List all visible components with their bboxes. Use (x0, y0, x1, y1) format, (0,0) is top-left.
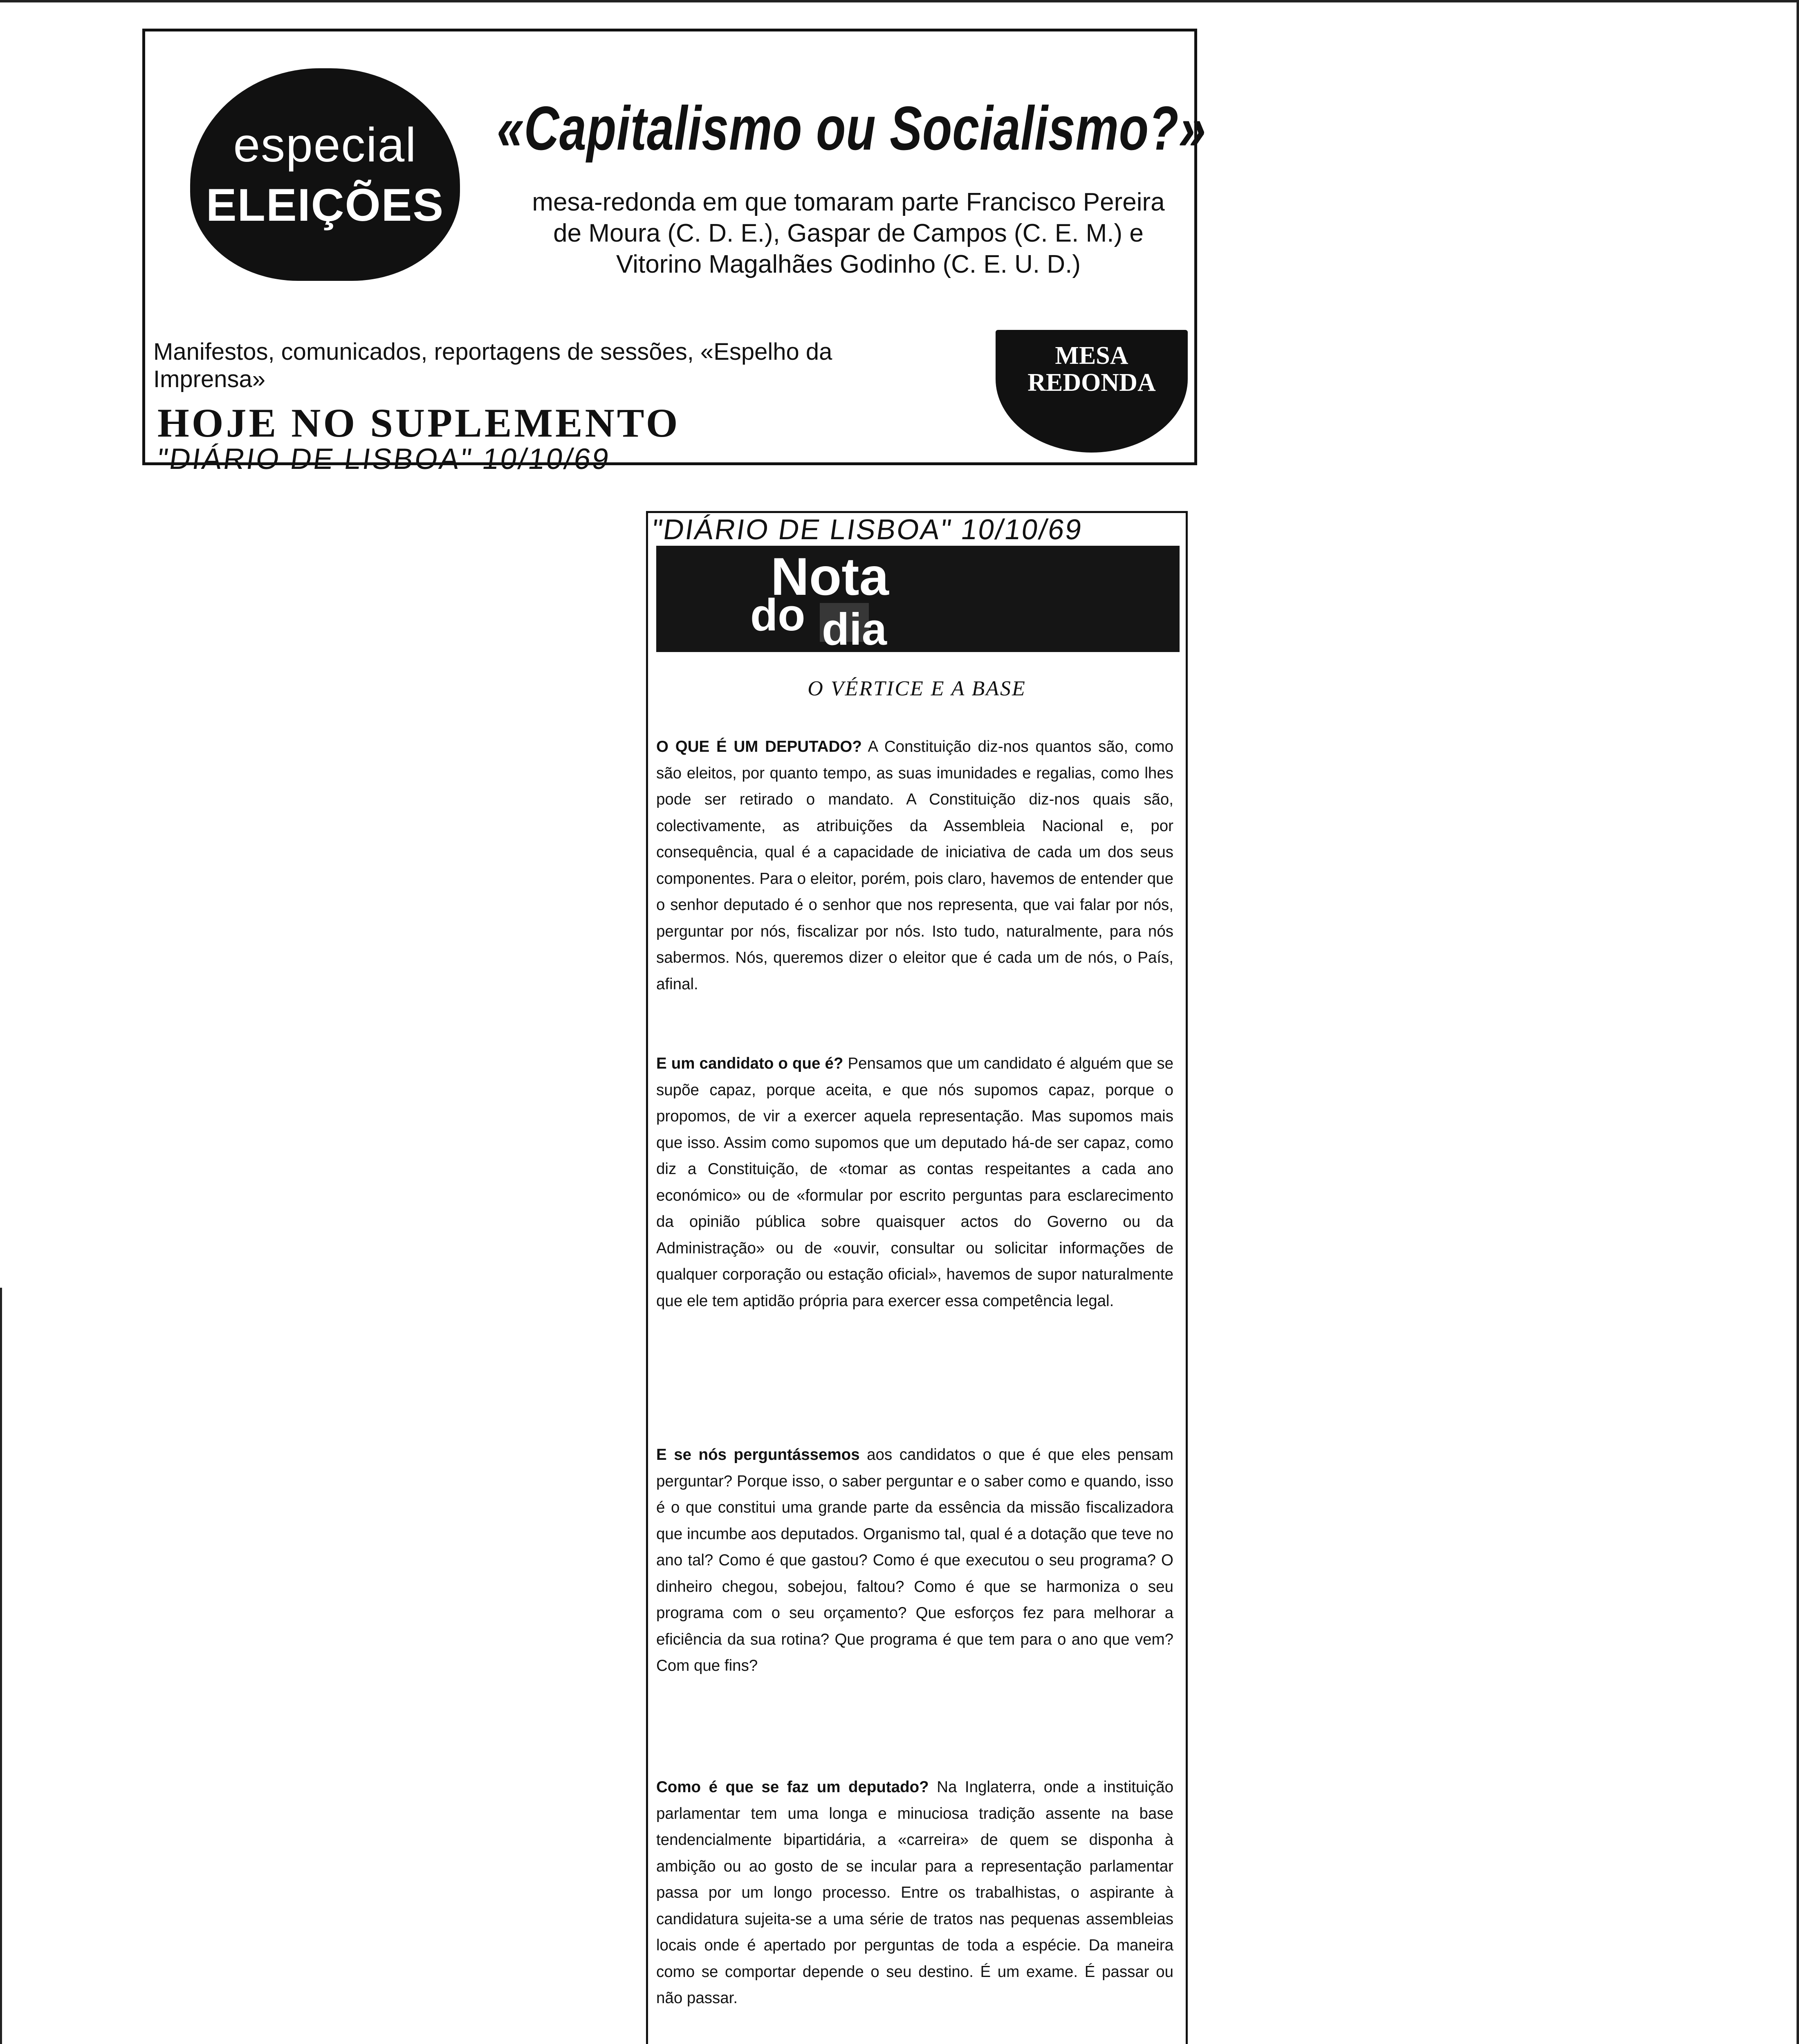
subline: mesa-redonda em que tomaram parte Francisco Pereira de Moura (C. D. E.), Gaspar de Campos (C. E. M.) e Vitorino Magalhães Godinho (C. E. U. D.) (532, 188, 1165, 278)
article-paragraph (656, 1774, 1173, 2012)
article-title: O VÉRTICE E A BASE (808, 677, 1026, 700)
article-paragraph (656, 1442, 1173, 1679)
paragraph-lead: O QUE É UM DEPUTADO? (656, 738, 862, 755)
handwritten-annotation: "DIÁRIO DE LISBOA" 10/10/69 (155, 443, 613, 475)
mesa-line: MESA (1055, 342, 1128, 370)
article-paragraph (656, 734, 1173, 997)
paragraph-lead: E se nós perguntássemos (656, 1446, 860, 1464)
scan-edge-left (0, 1288, 2, 2044)
scan-edge-top (0, 0, 1799, 2)
clipping-nota-do-dia (646, 511, 1188, 2044)
paragraph-lead: E um candidato o que é? (656, 1055, 843, 1072)
especial-eleicoes-badge (190, 68, 460, 281)
paragraph-body: A Constituição diz-nos quantos são, como são eleitos, por quanto tempo, as suas imunidades e regalias, como lhes pode ser retirado o mandato. A Constituição diz-nos quais são, colectivamente, as atribuições da Assembleia Nacional e, por consequência, qual é a capacidade de iniciativa de cada um dos seus componentes. Para o eleitor, porém, pois claro, havemos de entender que o senhor deputado é o senhor que nos representa, que vai falar por nós, perguntar por nós, fiscalizar por nós. Isto tudo, naturalmente, para nós sabermos. Nós, queremos dizer o eleitor que é cada um de nós, o País, afinal. (656, 738, 1173, 993)
redonda-line: REDONDA (1027, 369, 1156, 397)
mesa-redonda-text (996, 342, 1188, 396)
headline: «Capitalismo ou Socialismo?» (497, 94, 1206, 163)
handwritten-annotation: "DIÁRIO DE LISBOA" 10/10/69 (650, 513, 1085, 545)
article-paragraph (656, 1051, 1173, 1314)
scan-edge-right (1797, 0, 1799, 2044)
banner-word-nota: Nota (771, 547, 889, 606)
paragraph-lead: Como é que se faz um deputado? (656, 1778, 929, 1796)
clipping-top (142, 29, 1206, 475)
paragraph-body: Pensamos que um candidato é alguém que se supõe capaz, porque aceita, e que nós supomos capaz, porque o propomos, de vir a exercer aquela representação. Mas supomos mais que isso. Assim como supomos que um deputado há-de ser capaz, como diz a Constituição, de «tomar as contas respeitantes a cada ano económico» ou de «formular por escrito perguntas para esclarecimento da opinião pública sobre quaisquer actos do Governo ou da Administração» ou de «ouvir, consultar ou solicitar informações de qualquer corporação ou estação oficial», havemos de supor naturalmente que ele tem aptidão própria para exercer essa competência legal. (656, 1055, 1173, 1310)
paragraph-body: aos candidatos o que é que eles pensam perguntar? Porque isso, o saber perguntar e o saber como e quando, isso é o que constitui uma grande parte da essência da missão fiscalizadora que incumbe aos deputados. Organismo tal, qual é a dotação que teve no ano tal? Como é que gastou? Como é que executou o seu programa? O dinheiro chegou, sobejou, faltou? Como é que se harmoniza o seu programa com o seu orçamento? Que esforços fez para melhorar a eficiência da sua rotina? Que programa é que tem para o ano que vem? Com que fins? (656, 1446, 1173, 1674)
hoje-no-suplemento-title: HOJE NO SUPLEMENTO (157, 400, 680, 446)
badge-eleicoes-text: ELEIÇÕES (206, 179, 444, 231)
paragraph-body: Na Inglaterra, onde a instituição parlamentar tem uma longa e minuciosa tradição assente na base tendencialmente bipartidária, a «carreira» de quem se disponha à ambição ou ao gosto de se incular para a representação parlamentar passa por um longo processo. Entre os trabalhistas, o aspirante à candidatura sujeita-se a uma série de tratos nas pequenas assembleias locais onde é apertado por perguntas de toda a espécie. Da maneira como se comportar depende o seu destino. É um exame. É passar ou não passar. (656, 1778, 1173, 2007)
banner-word-dia: dia (822, 604, 887, 654)
nota-do-dia-banner (656, 546, 1180, 652)
supplement-line: Manifestos, comunicados, reportagens de sessões, «Espelho da Imprensa» (153, 338, 832, 392)
banner-word-do: do (750, 590, 805, 640)
mesa-redonda-badge (996, 330, 1188, 453)
badge-especial-text: especial (233, 118, 417, 172)
